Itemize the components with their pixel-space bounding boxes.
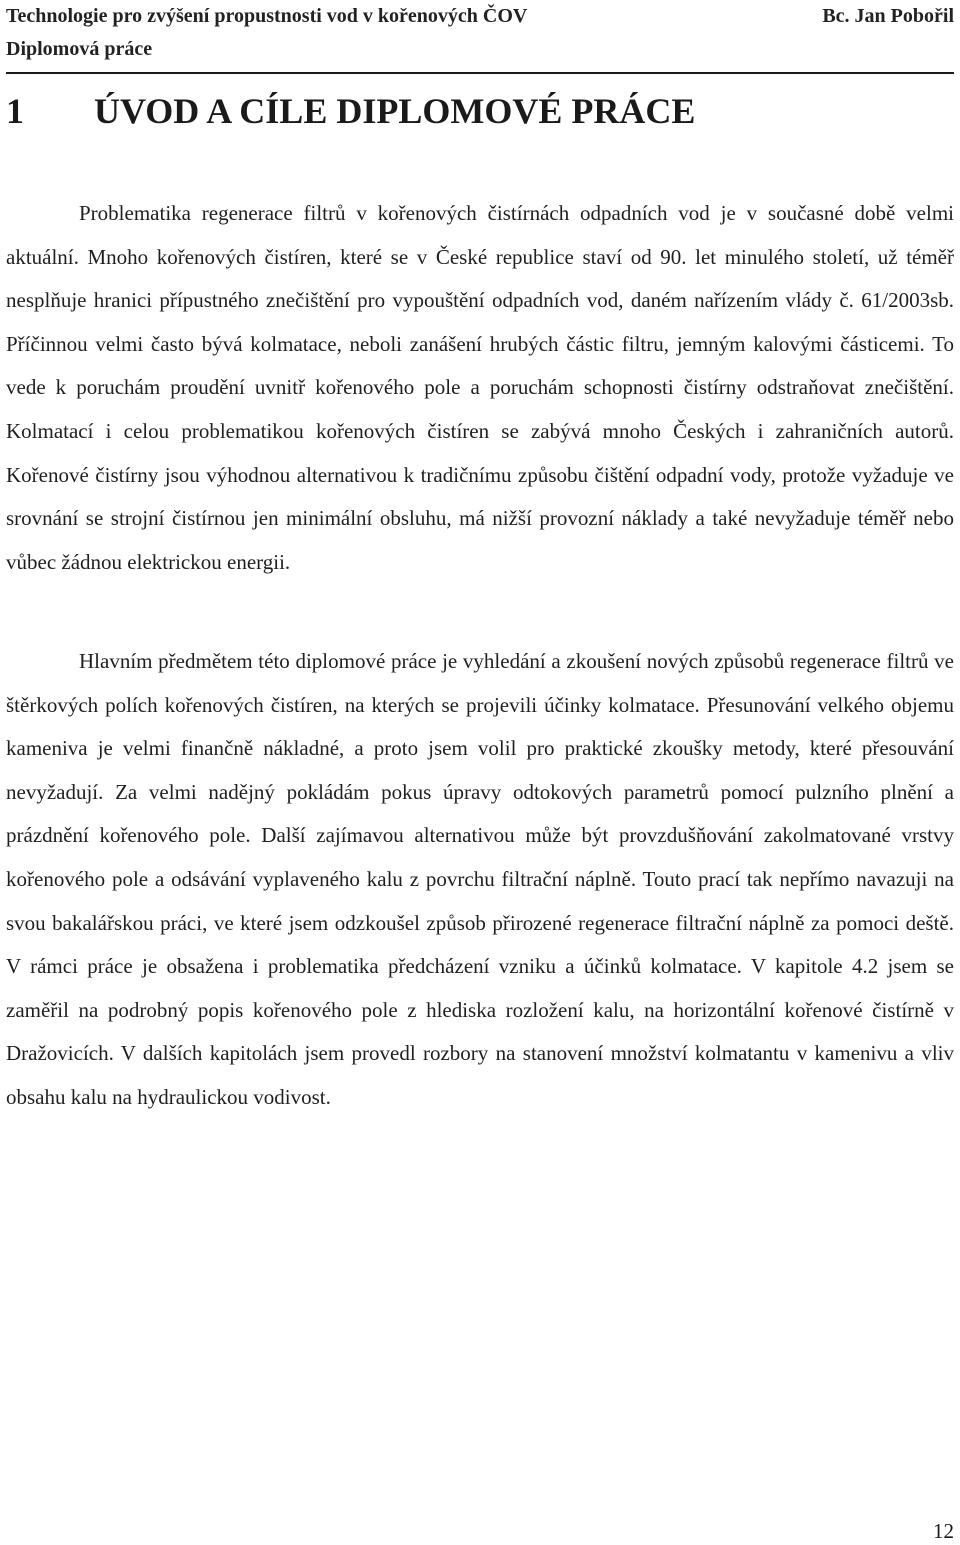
header-author: Bc. Jan Pobořil: [822, 5, 954, 27]
paragraph-text: Problematika regenerace filtrů v kořenových čistírnách odpadních vod je v současné době velmi aktuální. Mnoho kořenových čistíren, které se v České republice staví od 90. let minulého století, už téměř nesplňuje hranici přípustného znečištění pro vypouštění odpadních vod, daném nařízením vlády č. 61/2003sb. Příčinnou velmi často bývá kolmatace, neboli zanášení hrubých částic filtru, jemným kalovými částicemi. To vede k poruchám proudění uvnitř kořenového pole a poruchám schopnosti čistírny odstraňovat znečištění. Kolmatací i celou problematikou kořenových čistíren se zabývá mnoho Českých i zahraničních autorů. Kořenové čistírny jsou výhodnou alternativou k tradičnímu způsobu čištění odpadní vody, protože vyžaduje ve srovnání se strojní čistírnou jen minimální obsluhu, má nižší provozní náklady a také nevyžaduje téměř nebo vůbec žádnou elektrickou energii.: [6, 201, 954, 574]
chapter-title: ÚVOD A CÍLE DIPLOMOVÉ PRÁCE: [94, 91, 696, 131]
header-top-row: [6, 0, 954, 33]
paragraph-text: Hlavním předmětem této diplomové práce je vyhledání a zkoušení nových způsobů regenerace filtrů ve štěrkových polích kořenových čistíren, na kterých se projevili účinky kolmatace. Přesunování velkého objemu kameniva je velmi finančně nákladné, a proto jsem volil pro praktické zkoušky metody, které přesouvání nevyžadují. Za velmi nadějný pokládám pokus úpravy odtokových parametrů pomocí pulzního plnění a prázdnění kořenového pole. Další zajímavou alternativou může být provzdušňování zakolmatované vrstvy kořenového pole a odsávání vyplaveného kalu z povrchu filtrační náplně. Touto prací tak nepřímo navazuji na svou bakalářskou práci, ve které jsem odzkoušel způsob přirozené regenerace filtrační náplně za pomoci deště. V rámci práce je obsažena i problematika předcházení vzniku a účinků kolmatace. V kapitole 4.2 jsem se zaměřil na podrobný popis kořenového pole z hlediska rozložení kalu, na horizontální kořenové čistírně v Dražovicích. V dalších kapitolách jsem provedl rozbory na stanovení množství kolmatantu v kamenivu a vliv obsahu kalu na hydraulickou vodivost.: [6, 649, 954, 1109]
chapter-heading: [6, 86, 695, 136]
header-document-type: Diplomová práce: [6, 38, 153, 60]
header-bottom-row: [6, 33, 954, 66]
page-number: 12: [933, 1519, 954, 1543]
body-paragraph-1: [6, 192, 954, 584]
chapter-number: 1: [6, 91, 24, 131]
header-document-title: Technologie pro zvýšení propustnosti vod v kořenových ČOV: [6, 5, 528, 27]
page-header: [6, 0, 954, 74]
body-paragraph-2: [6, 640, 954, 1120]
